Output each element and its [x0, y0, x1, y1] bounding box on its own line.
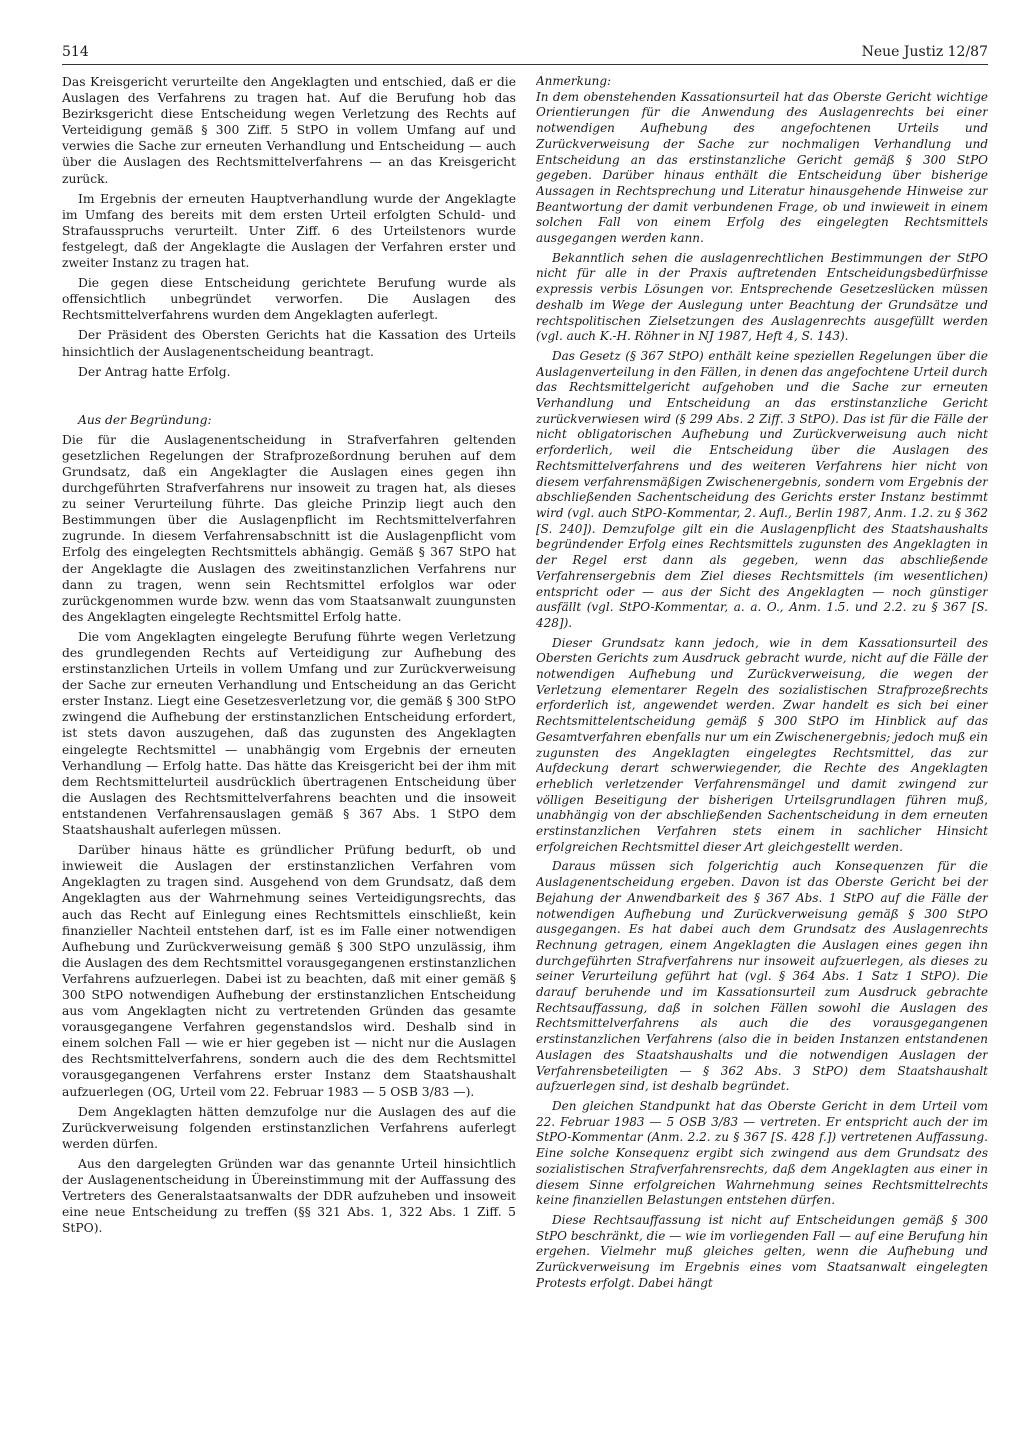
annotation-heading: Anmerkung: — [536, 74, 612, 88]
annotation-paragraph: Daraus müssen sich folgerichtig auch Konsequenzen für die Auslagenentscheidung ergeben. Davon ist das Oberste Gericht bei der Bejahung der Anwendbarkeit des § 367 Abs. 1 StPO auf die Fälle der notwendigen Aufhebung und Zurückverweisung gemäß § 300 StPO ausgegangen. Es hat dabei auch dem Grundsatz des Auslagenrechts Rechnung getragen, einem Angeklagten die Auslagen eines gegen ihn durchgeführten Strafverfahrens nur insoweit aufzuerlegen, als dieses zu seiner Verurteilung geführt hat (vgl. § 364 Abs. 1 Satz 1 StPO). Die darauf beruhende und im Kassationsurteil zum Ausdruck gebrachte Rechtsauffassung, daß in solchen Fällen sowohl die Auslagen des Rechtsmittelverfahrens als auch die des vorausgegangenen erstinstanzlichen Verfahrens (also die in beiden Instanzen entstandenen Auslagen des Staatshaushalts und die notwendigen Auslagen der Verfahrensbeteiligten — § 362 Abs. 3 StPO) dem Staatshaushalt aufzuerlegen sind, ist deshalb begründet. — [536, 859, 988, 1094]
annotation-paragraph: Dieser Grundsatz kann jedoch, wie in dem Kassationsurteil des Obersten Gerichts zum Ausdruck gebracht wurde, nicht auf die Fälle der notwendigen Aufhebung und Zurückverweisung, die wegen der Verletzung elementarer Regeln des sozialistischen Strafprozeßrechts erforderlich ist, angewendet werden. Zwar handelt es sich bei einer Rechtsmittelentscheidung gemäß § 300 StPO im Hinblick auf das Gesamtverfahren ebenfalls nur um ein Zwischenergebnis; jedoch muß ein zugunsten des Angeklagten eingelegtes Rechtsmittel, das zur Aufdeckung derart schwerwiegender, die Rechte des Angeklagten erheblich verletzender Verfahrensmängel und damit zwingend zur völligen Beseitigung der bisherigen Urteilsgrundlagen führen muß, unabhängig von der abschließenden Sachentscheidung in dem erneuten erstinstanzlichen Verfahren stets einem in sachlicher Hinsicht erfolgreichen Rechtsmittel dieser Art gleichgestellt werden. — [536, 635, 988, 854]
right-column — [536, 74, 988, 1414]
left-column — [62, 74, 516, 1414]
intro-paragraph: Das Kreisgericht verurteilte den Angeklagten und entschied, daß er die Auslagen des Verfahrens zu tragen hat. Auf die Berufung hob das Bezirksgericht diese Entscheidung wegen Verletzung des Rechts auf Verteidigung gemäß § 300 Ziff. 5 StPO in vollem Umfang auf und verwies die Sache zur erneuten Verhandlung und Entscheidung — auch über die Auslagen des Rechtsmittelverfahrens — an das Kreisgericht zurück. — [62, 75, 516, 186]
intro-paragraph: Der Antrag hatte Erfolg. — [78, 364, 231, 379]
intro-paragraph: Die gegen diese Entscheidung gerichtete Berufung wurde als offensichtlich unbegründet verworfen. Die Auslagen des Rechtsmittelverfahrens wurden dem Angeklagten auferlegt. — [62, 276, 516, 323]
body-paragraph: Die vom Angeklagten eingelegte Berufung führte wegen Verletzung des grundlegenden Rechts auf Verteidigung zur Aufhebung des erstinstanzlichen Urteils in vollem Umfang und zur Zurückverweisung der Sache zur erneuten Verhandlung und Entscheidung an das Gericht erster Instanz. Liegt eine Gesetzesverletzung vor, die gemäß § 300 StPO zwingend die Aufhebung der erstinstanzlichen Entscheidung erfordert, ist stets davon auszugehen, daß das zugunsten des Angeklagten eingelegte Rechtsmittel — unabhängig vom Ergebnis der erneuten Verhandlung — Erfolg hatte. Das hätte das Kreisgericht bei der ihm mit dem Rechtsmittelurteil ausdrücklich übertragenen Entscheidung über die Auslagen des Rechtsmittelverfahrens beachten und die insoweit entstandenen Verfahrensauslagen gemäß § 367 Abs. 1 StPO dem Staatshaushalt auferlegen müssen. — [62, 629, 516, 838]
section-heading: Aus der Begründung: — [78, 412, 212, 427]
page-number: 514 — [62, 44, 89, 60]
body-paragraph: Darüber hinaus hätte es gründlicher Prüfung bedurft, ob und inwieweit die Auslagen der erstinstanzlichen Verfahren vom Angeklagten zu tragen sind. Ausgehend von dem Grundsatz, daß dem Angeklagten aus der Wahrnehmung seines Verteidigungsrechts, das auch das Recht auf Einlegung eines Rechtsmittels einschließt, kein finanzieller Nachteil entstehen darf, ist es im Falle einer notwendigen Aufhebung und Zurückverweisung gemäß § 300 StPO unzulässig, ihm die Auslagen des dem Rechtsmittel vorausgegangenen erstinstanzlichen Verfahrens aufzuerlegen. Dabei ist zu beachten, daß mit einer gemäß § 300 StPO notwendigen Aufhebung der erstinstanzlichen Entscheidung aus vom Angeklagten nicht zu vertretenden Gründen das gesamte vorausgegangene Verfahren gegenstandslos wird. Deshalb sind in einem solchen Fall — wie er hier gegeben ist — nicht nur die Auslagen des Rechtsmittelverfahrens, sondern auch die des dem Rechtsmittel vorausgegangenen Verfahrens erster Instanz dem Staatshaushalt aufzuerlegen (OG, Urteil vom 22. Februar 1983 — 5 OSB 3/83 —). — [62, 843, 516, 1099]
annotation-paragraph: Bekanntlich sehen die auslagenrechtlichen Bestimmungen der StPO nicht für alle in der Praxis auftretenden Entscheidungsbedürfnisse expressis verbis Lösungen vor. Entsprechende Gesetzeslücken müssen deshalb im Wege der Auslegung unter Beachtung der Grundsätze und rechtspolitischen Zielsetzungen des Auslagenrechts ausgefüllt werden (vgl. auch K.-H. Röhner in NJ 1987, Heft 4, S. 143). — [536, 250, 988, 344]
page-header — [62, 40, 988, 65]
journal-issue: Neue Justiz 12/87 — [861, 44, 988, 60]
intro-paragraph: Im Ergebnis der erneuten Hauptverhandlung wurde der Angeklagte im Umfang des bereits mit dem ersten Urteil erfolgten Schuld- und Strafausspruchs verurteilt. Unter Ziff. 6 des Urteilstenors wurde festgelegt, daß der Angeklagte die Auslagen der Verfahren erster und zweiter Instanz zu tragen hat. — [62, 191, 516, 271]
annotation-paragraph: Den gleichen Standpunkt hat das Oberste Gericht in dem Urteil vom 22. Februar 1983 — 5 OSB 3/83 — vertreten. Er entspricht auch der im StPO-Kommentar (Anm. 2.2. zu § 367 [S. 428 f.]) vertretenen Auffassung. Eine solche Konsequenz ergibt sich zwingend aus dem Grundsatz des sozialistischen Strafverfahrensrechts, daß dem Angeklagten aus einer in diesem Sinne erfolgreichen Wahrnehmung seines Rechtsmittelrechts keine finanziellen Belastungen entstehen dürfen. — [536, 1099, 988, 1208]
annotation-lead: In dem obenstehenden Kassationsurteil hat das Oberste Gericht wichtige Orientierungen für die Anwendung des Auslagenrechts bei einer notwendigen Aufhebung des angefochtenen Urteils und Zurückverweisung der Sache zur nochmaligen Verhandlung und Entscheidung an das erstinstanzliche Gericht gemäß § 300 StPO gegeben. Darüber hinaus enthält die Entscheidung über bisherige Aussagen in Rechtsprechung und Literatur hinausgehende Hinweise zur Beantwortung der damit verbundenen Frage, ob und inwieweit in einem solchen Fall von einem Erfolg des eingelegten Rechtsmittels ausgegangen werden kann. — [536, 89, 988, 246]
annotation-paragraph: Diese Rechtsauffassung ist nicht auf Entscheidungen gemäß § 300 StPO beschränkt, die — wie im vorliegenden Fall — auf eine Berufung hin ergehen. Vielmehr muß gleiches gelten, wenn die Aufhebung und Zurückverweisung im Ergebnis eines vom Staatsanwalt eingelegten Protests erfolgt. Dabei hängt — [536, 1212, 988, 1290]
annotation-paragraph: Das Gesetz (§ 367 StPO) enthält keine speziellen Regelungen über die Auslagenverteilung in den Fällen, in denen das angefochtene Urteil durch das Rechtsmittelgericht aufgehoben und die Sache zur erneuten Verhandlung und Entscheidung an das erstinstanzliche Gericht zurückverwiesen wird (§ 299 Abs. 2 Ziff. 3 StPO). Das ist für die Fälle der nicht obligatorischen Aufhebung und Zurückverweisung auch nicht erforderlich, weil die Entscheidung über die Auslagen des Rechtsmittelverfahrens und des weiteren Verfahrens hier nicht von diesem verfahrensmäßigen Zwischenergebnis, sondern vom Ergebnis der abschließenden Sachentscheidung des Gerichts erster Instanz bestimmt wird (vgl. auch StPO-Kommentar, 2. Aufl., Berlin 1987, Anm. 1.2. zu § 362 [S. 240]). Demzufolge gilt ein die Auslagenpflicht des Staatshaushalts begründender Erfolg eines Rechtsmittels zugunsten des Angeklagten in der Regel erst dann als gegeben, wenn das abschließende Verfahrensergebnis dem Ziel dieses Rechtsmittels (im wesentlichen) entspricht oder — aus der Sicht des Angeklagten — noch günstiger ausfällt (vgl. StPO-Kommentar, a. a. O., Anm. 1.5. und 2.2. zu § 367 [S. 428]). — [536, 348, 988, 630]
intro-paragraph: Der Präsident des Obersten Gerichts hat die Kassation des Urteils hinsichtlich der Auslagenentscheidung beantragt. — [62, 328, 516, 359]
body-paragraph: Aus den dargelegten Gründen war das genannte Urteil hinsichtlich der Auslagenentscheidung in Übereinstimmung mit der Auffassung des Vertreters des Generalstaatsanwalts der DDR aufzuheben und insoweit eine neue Entscheidung zu treffen (§§ 321 Abs. 1, 322 Abs. 1 Ziff. 5 StPO). — [62, 1156, 516, 1236]
body-paragraph: Dem Angeklagten hätten demzufolge nur die Auslagen des auf die Zurückverweisung folgenden erstinstanzlichen Verfahrens auferlegt werden dürfen. — [62, 1104, 516, 1151]
body-paragraph: Die für die Auslagenentscheidung in Strafverfahren geltenden gesetzlichen Regelungen der Strafprozeßordnung beruhen auf dem Grundsatz, daß ein Angeklagter die Auslagen eines gegen ihn durchgeführten Strafverfahrens nur insoweit zu tragen hat, als dieses zu seiner Verurteilung führte. Das gleiche Prinzip liegt auch den Bestimmungen über die Auslagenpflicht im Rechtsmittelverfahren zugrunde. In diesem Verfahrensabschnitt ist die Auslagenpflicht vom Erfolg des eingelegten Rechtsmittels abhängig. Gemäß § 367 StPO hat der Angeklagte die Auslagen des zweitinstanzlichen Verfahrens nur dann zu tragen, wenn sein Rechtsmittel erfolglos war oder zurückgenommen wurde bzw. wenn das vom Staatsanwalt zuungunsten des Angeklagten eingelegte Rechtsmittel Erfolg hatte. — [62, 432, 516, 624]
